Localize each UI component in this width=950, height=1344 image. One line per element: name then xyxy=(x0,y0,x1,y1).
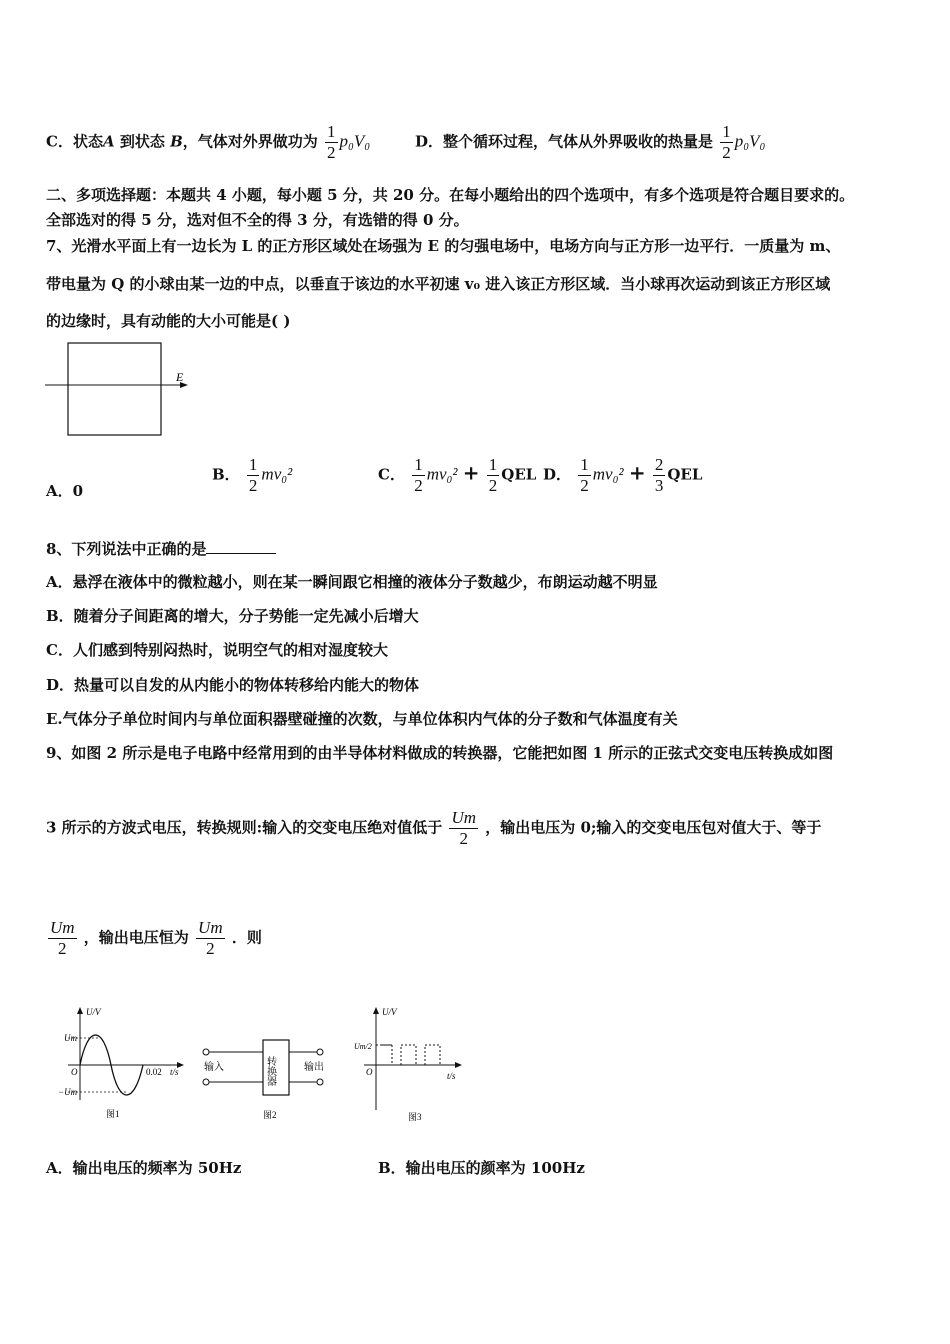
svg-text:U/V: U/V xyxy=(382,1007,397,1017)
q6-d-label: D． xyxy=(415,132,444,151)
svg-text:输出: 输出 xyxy=(304,1062,324,1073)
q6-c-mid: 到状态 xyxy=(114,132,171,151)
section2-line2: 全部选对的得 5 分，选对但不全的得 3 分，有选错的得 0 分。 xyxy=(46,211,469,229)
svg-text:Um/2: Um/2 xyxy=(354,1042,372,1051)
q6-c-state-a: A xyxy=(102,132,115,151)
svg-text:图2: 图2 xyxy=(263,1110,277,1120)
svg-text:转换器: 转换器 xyxy=(264,1056,276,1086)
q6-d-fraction: $\frac{1}{2}$ xyxy=(722,122,731,162)
q8-option-c: C．人们感到特别闷热时，说明空气的相对湿度较大 xyxy=(46,641,388,659)
q9-figure-3 xyxy=(352,1005,467,1125)
q8-blank xyxy=(206,539,276,554)
q6-option-d xyxy=(415,122,765,163)
q6-d-p0v0: p₀V₀ xyxy=(734,131,766,151)
q7-option-d: D． $\frac{1}{2}$ mv₀² + $\frac{2}{3}$ QEL xyxy=(543,455,703,495)
q7-stem-line3: 的边缘时，具有动能的大小可能是( ) xyxy=(46,312,291,330)
q7-stem-line1: 7、光滑水平面上有一边长为 L 的正方形区域处在场强为 E 的匀强电场中，电场方向与正方形一边平行．一质量为 m、 xyxy=(46,237,841,255)
q8-option-a: A．悬浮在液体中的微粒越小，则在某一瞬间跟它相撞的液体分子数越少，布朗运动越不明显 xyxy=(46,573,658,591)
q9-stem-line1: 9、如图 2 所示是电子电路中经常用到的由半导体材料做成的转换器，它能把如图 1 所示的正弦式交变电压转换成如图 xyxy=(46,744,834,762)
svg-text:t/s: t/s xyxy=(447,1071,456,1081)
q8-option-e: E.气体分子单位时间内与单位面积器壁碰撞的次数，与单位体积内气体的分子数和气体温度有关 xyxy=(46,710,678,728)
q8-option-b: B．随着分子间距离的增大，分子势能一定先减小后增大 xyxy=(46,607,419,625)
q7-option-a: A．0 xyxy=(46,482,84,500)
q7-stem-line2: 带电量为 Q 的小球由某一边的中点，以垂直于该边的水平初速 v₀ 进入该正方形区域．当小球再次运动到该正方形区域 xyxy=(46,275,831,293)
q6-c-state-b: B xyxy=(170,132,183,151)
section2-line1: 二、多项选择题：本题共 4 小题，每小题 5 分，共 20 分。在每小题给出的四个选项中，有多个选项是符合题目要求的。 xyxy=(46,186,855,204)
q9-stem-line3: $\frac{Um}{2}$ ，输出电压恒为 $\frac{Um}{2}$ ．则 xyxy=(50,918,262,958)
q7-option-c: C． $\frac{1}{2}$ mv₀² + $\frac{1}{2}$ QEL xyxy=(378,455,537,495)
svg-text:U/V: U/V xyxy=(86,1007,101,1017)
svg-text:输入: 输入 xyxy=(204,1062,224,1073)
svg-text:Um: Um xyxy=(64,1033,77,1043)
svg-text:图1: 图1 xyxy=(106,1109,120,1119)
q6-c-p0v0: p₀V₀ xyxy=(339,131,371,151)
q6-c-label: C． xyxy=(46,132,73,151)
svg-text:−Um: −Um xyxy=(58,1087,78,1097)
q9-figure-2 xyxy=(200,1030,335,1125)
q9-option-a: A．输出电压的频率为 50Hz xyxy=(46,1159,242,1177)
svg-text:图3: 图3 xyxy=(408,1112,422,1122)
q9-option-b: B．输出电压的颜率为 100Hz xyxy=(378,1159,585,1177)
svg-text:0.02: 0.02 xyxy=(146,1067,162,1077)
q7-field-label: E xyxy=(176,370,184,384)
svg-text:O: O xyxy=(71,1067,78,1077)
q7-square xyxy=(68,343,161,435)
q6-c-text: 状态 xyxy=(72,132,103,151)
q6-option-c xyxy=(46,122,370,163)
q6-c-end: ，气体对外界做功为 xyxy=(182,132,318,151)
q8-option-d: D．热量可以自发的从内能小的物体转移给内能大的物体 xyxy=(46,676,420,694)
q6-d-text: 整个循环过程，气体从外界吸收的热量是 xyxy=(443,132,714,151)
q7-figure xyxy=(40,338,200,440)
q9-stem-line2: 3 所示的方波式电压，转换规则:输入的交变电压绝对值低于 $\frac{Um}{2}$ ，输出电压为 0;输入的交变电压包对值大于、等于 xyxy=(46,808,822,848)
q7-option-b: B． $\frac{1}{2}$ mv₀² xyxy=(212,455,293,495)
q8-stem: 8、下列说法中正确的是 xyxy=(46,539,276,559)
svg-text:t/s: t/s xyxy=(170,1067,179,1077)
q6-c-fraction: $\frac{1}{2}$ xyxy=(327,122,336,162)
svg-text:O: O xyxy=(366,1067,373,1077)
q9-square-wave xyxy=(376,1045,440,1065)
q9-figure-1 xyxy=(58,1005,188,1125)
